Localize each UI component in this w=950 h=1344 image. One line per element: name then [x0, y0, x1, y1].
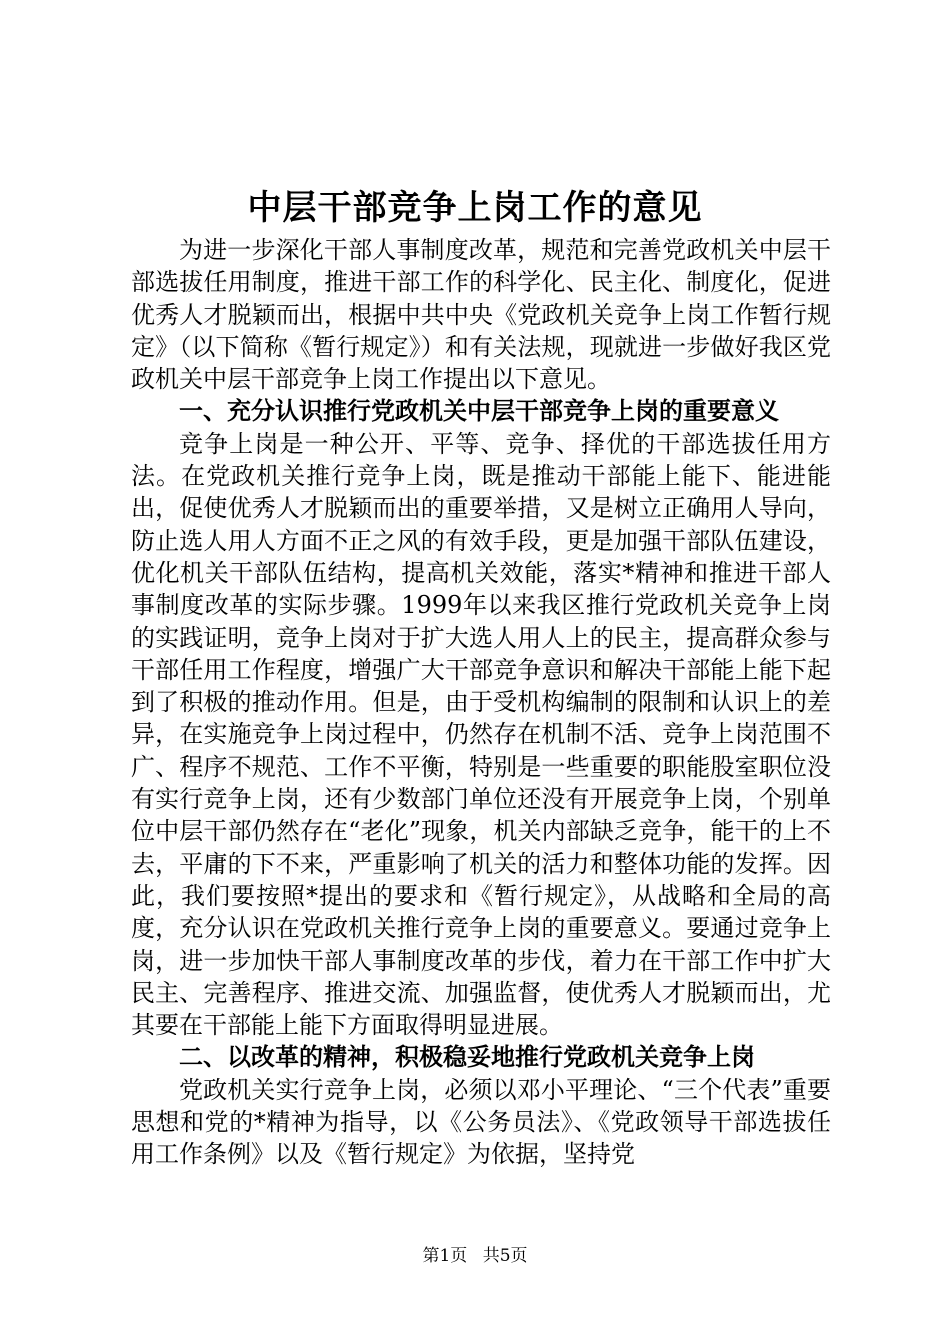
- page-total: 共5页: [482, 1246, 528, 1266]
- page-footer: [0, 1244, 950, 1268]
- intro-paragraph: 为进一步深化干部人事制度改革，规范和完善党政机关中层干部选拔任用制度，推进干部工作的科学化、民主化、制度化，促进优秀人才脱颖而出，根据中共中央《党政机关竞争上岗工作暂行规定》（以下简称《暂行规定》）和有关法规，现就进一步做好我区党政机关中层干部竞争上岗工作提出以下意见。: [131, 236, 831, 394]
- page-number: 第1页: [422, 1246, 468, 1266]
- document-title: 中层干部竞争上岗工作的意见: [247, 188, 703, 228]
- section-1-paragraph: 竞争上岗是一种公开、平等、竞争、择优的干部选拔任用方法。在党政机关推行竞争上岗，既是推动干部能上能下、能进能出，促使优秀人才脱颖而出的重要举措，又是树立正确用人导向，防止选人用人方面不正之风的有效手段，更是加强干部队伍建设，优化机关干部队伍结构，提高机关效能，落实*精神和推进干部人事制度改革的实际步骤。1999年以来我区推行党政机关竞争上岗的实践证明，竞争上岗对于扩大选人用人上的民主，提高群众参与干部任用工作程度，增强广大干部竞争意识和解决干部能上能下起到了积极的推动作用。但是，由于受机构编制的限制和认识上的差异，在实施竞争上岗过程中，仍然存在机制不活、竞争上岗范围不广、程序不规范、工作不平衡，特别是一些重要的职能股室职位没有实行竞争上岗，还有少数部门单位还没有开展竞争上岗，个别单位中层干部仍然存在“老化”现象，机关内部缺乏竞争，能干的上不去，平庸的下不来，严重影响了机关的活力和整体功能的发挥。因此，我们要按照*提出的要求和《暂行规定》，从战略和全局的高度，充分认识在党政机关推行竞争上岗的重要意义。要通过竞争上岗，进一步加快干部人事制度改革的步伐，着力在干部工作中扩大民主、完善程序、推进交流、加强监督，使优秀人才脱颖而出，尤其要在干部能上能下方面取得明显进展。: [131, 429, 831, 1040]
- document-body: [131, 234, 831, 1171]
- section-heading-1: 一、充分认识推行党政机关中层干部竞争上岗的重要意义: [179, 396, 779, 426]
- section-heading-2: 二、以改革的精神，积极稳妥地推行党政机关竞争上岗: [179, 1042, 755, 1072]
- section-2-paragraph: 党政机关实行竞争上岗，必须以邓小平理论、“三个代表”重要思想和党的*精神为指导，以《公务员法》、《党政领导干部选拔任用工作条例》以及《暂行规定》为依据，坚持党: [131, 1075, 831, 1169]
